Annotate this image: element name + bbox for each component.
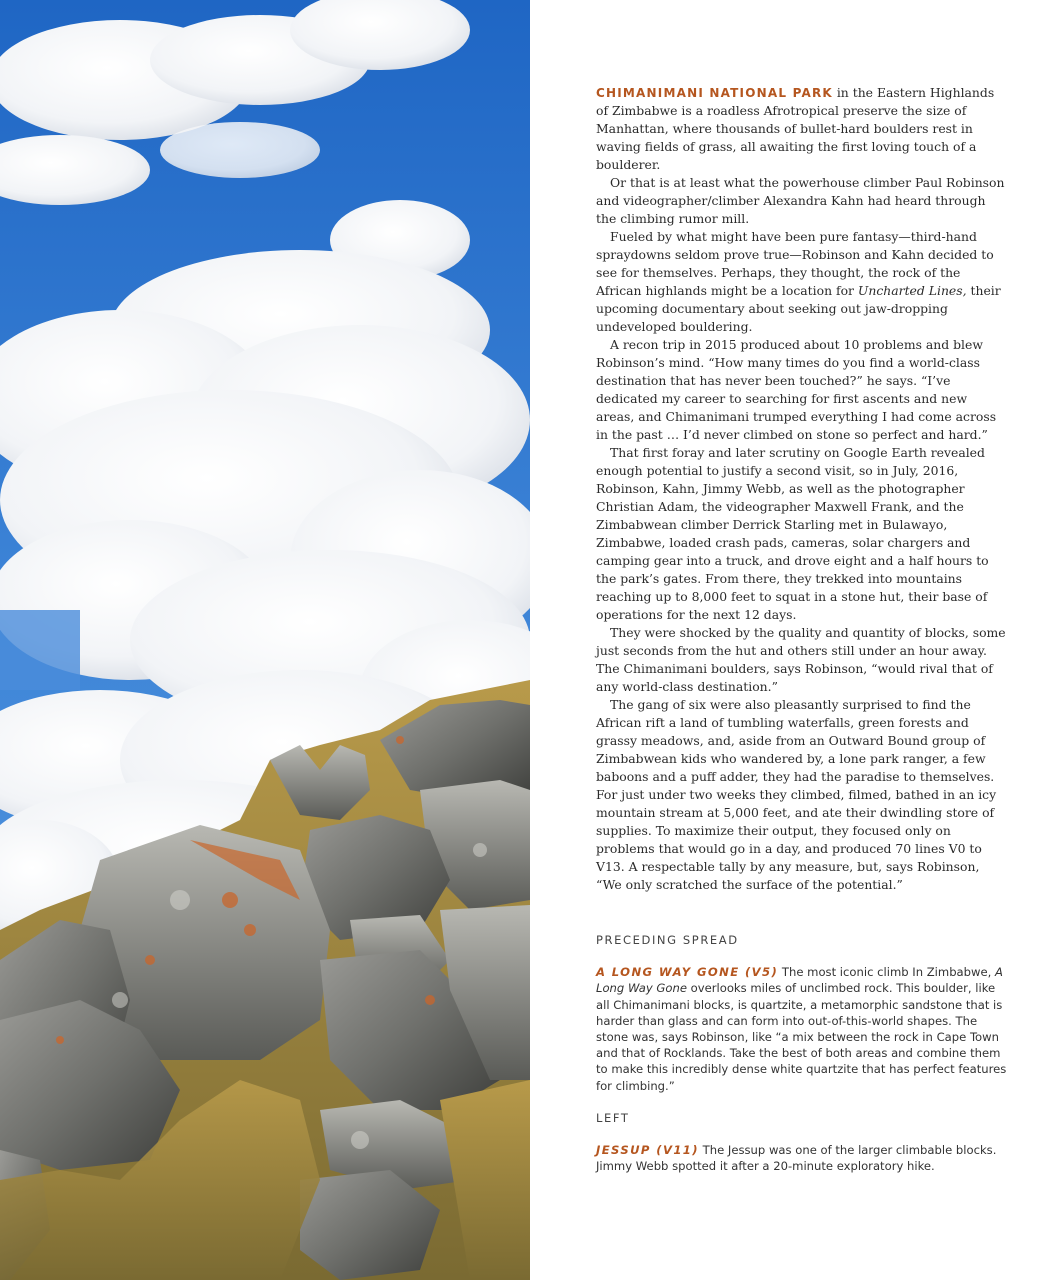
paragraph-5: That first foray and later scrutiny on Google Earth revealed enough potential to justify a second visit, so in July, 2016, Robinson, Kahn, Jimmy Webb, as well as the photographer Christian Adam, the videographer Maxwell Frank, and the Zimbabwean climber Derrick Starling met in Bulawayo, Zimbabwe, loaded crash pads, cameras, solar chargers and camping gear into a truck, and drove eight and a half hours to the park’s gates. From there, they trekked into mountains reaching up to 8,000 feet to squat in a stone hut, their base of operations for the next 12 days. (596, 445, 989, 622)
caption-text-body: The Jessup was one of the larger climbable blocks. Jimmy Webb spotted it after a 20-minute exploratory hike. (596, 1143, 997, 1174)
article-body (596, 84, 1006, 894)
paragraph-2: Or that is at least what the powerhouse climber Paul Robinson and videographer/climber Alexandra Kahn had heard through the climbing rumor mill. (596, 175, 1005, 226)
paragraph-4: A recon trip in 2015 produced about 10 problems and blew Robinson’s mind. “How many times do you find a world-class destination that has never been touched?” he says. “I’ve dedicated my career to searching for first ascents and new areas, and Chimanimani trumped everything I had come across in the past … I’d never climbed on stone so perfect and hard.” (596, 337, 997, 442)
caption-climb-name: A Long Way Gone (596, 965, 1003, 996)
paragraph-3-text-b: their upcoming documentary about seeking out jaw-dropping undeveloped bouldering. (596, 283, 1001, 334)
caption-text-a: The most iconic climb In Zimbabwe, (778, 965, 996, 980)
caption-title: JESSUP (V11) (596, 1143, 699, 1158)
caption-text (596, 964, 1008, 1094)
caption-preceding-spread (596, 932, 1008, 1094)
paragraph-3 (596, 228, 1006, 336)
lead-in-caps: CHIMANIMANI NATIONAL PARK (596, 86, 833, 100)
paragraph-1-text: in the Eastern Highlands of Zimbabwe is a roadless Afrotropical preserve the size of Manhattan, where thousands of bullet-hard boulders rest in waving fields of grass, all awaiting the first loving touch of a boulderer. (596, 85, 995, 172)
paragraph-1 (596, 84, 1006, 174)
paragraph-7: The gang of six were also pleasantly surprised to find the African rift a land of tumbling waterfalls, green forests and grassy meadows, and, aside from an Outward Bound group of Zimbabwean kids who wandered by, a lone park ranger, a few baboons and a puff adder, they had the paradise to themselves. For just under two weeks they climbed, filmed, bathed in an icy mountain stream at 5,000 feet, and ate their dwindling store of supplies. To maximize their output, they focused only on problems that would go in a day, and produced 70 lines V0 to V13. A respectable tally by any measure, but, says Robinson, “We only scratched the surface of the potential.” (596, 697, 997, 892)
caption-text (596, 1142, 1016, 1174)
caption-heading: LEFT (596, 1111, 630, 1125)
caption-title: A LONG WAY GONE (V5) (596, 965, 779, 980)
documentary-title: Uncharted Lines, (857, 283, 967, 298)
paragraph-3-text-a: Fueled by what might have been pure fantasy—third-hand spraydowns seldom prove true—Robinson and Kahn decided to see for themselves. Perhaps, they thought, the rock of the African highlands might be a location for (596, 229, 994, 298)
paragraph-6: They were shocked by the quality and quantity of blocks, some just seconds from the hut and others still under an hour away. The Chimanimani boulders, says Robinson, “would rival that of any world-class destination.” (596, 625, 1006, 694)
caption-heading: PRECEDING SPREAD (596, 933, 739, 947)
caption-left (596, 1110, 1016, 1175)
caption-text-b: overlooks miles of unclimbed rock. This boulder, like all Chimanimani blocks, is quartzite, a metamorphic sandstone that is harder than glass and can form into out-of-this-world shapes. The stone was, says Robinson, like “a mix between the rock in Cape Town and that of Rocklands. Take the best of both areas and combine them to make this incredibly dense white quartzite that has perfect features for climbing.” (596, 981, 1007, 1093)
